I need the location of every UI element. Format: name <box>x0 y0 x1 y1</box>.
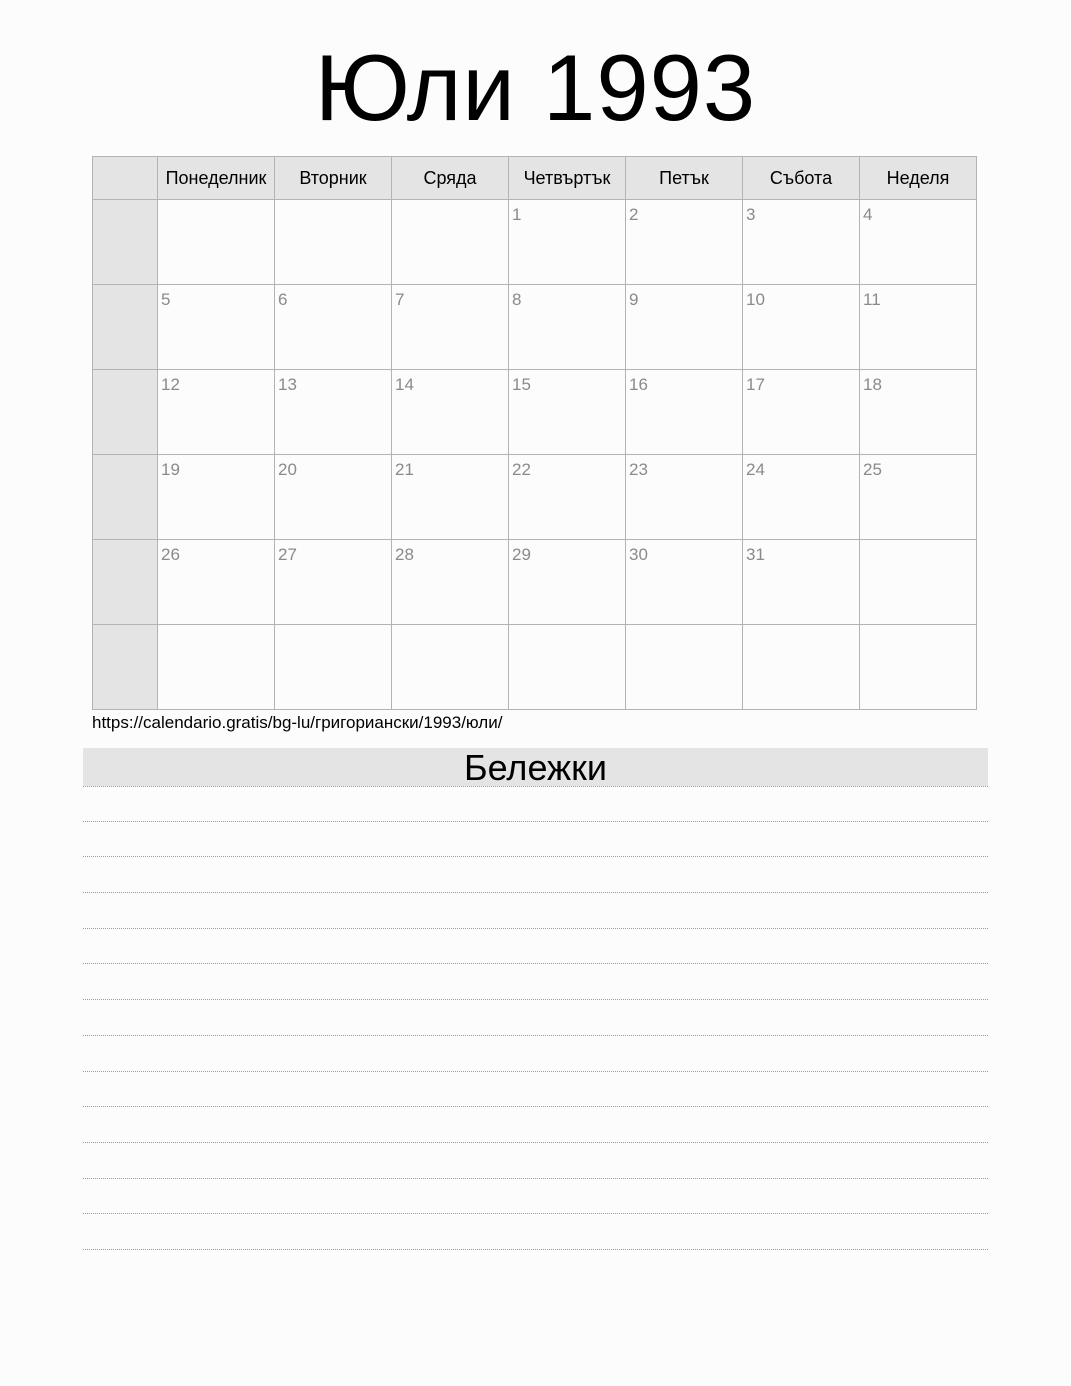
week-number-cell <box>93 285 158 370</box>
week-number-cell <box>93 455 158 540</box>
note-line <box>83 964 988 1000</box>
day-cell <box>626 540 743 625</box>
note-line <box>83 1107 988 1143</box>
day-number: 2 <box>629 205 639 224</box>
day-number <box>392 200 508 205</box>
calendar-weeks <box>93 200 977 710</box>
day-cell <box>509 540 626 625</box>
day-cell <box>626 370 743 455</box>
day-cell <box>275 625 392 710</box>
day-cell <box>392 285 509 370</box>
day-cell <box>509 625 626 710</box>
day-cell <box>860 370 977 455</box>
note-line <box>83 1072 988 1108</box>
day-cell <box>275 200 392 285</box>
day-cell <box>626 285 743 370</box>
weekday-header: Неделя <box>860 157 977 200</box>
weekday-header: Понеделник <box>158 157 275 200</box>
day-number: 26 <box>161 545 180 564</box>
day-cell <box>158 285 275 370</box>
day-cell <box>860 200 977 285</box>
day-number: 30 <box>629 545 648 564</box>
day-number: 11 <box>863 290 881 309</box>
day-number: 5 <box>161 290 171 309</box>
day-cell <box>158 200 275 285</box>
note-line <box>83 1179 988 1215</box>
day-number: 9 <box>629 290 639 309</box>
day-number: 28 <box>395 545 414 564</box>
day-number: 22 <box>512 460 531 479</box>
source-url: https://calendario.gratis/bg-lu/григориански/1993/юли/ <box>92 713 503 732</box>
week-row <box>93 285 977 370</box>
day-number <box>626 625 742 630</box>
day-cell <box>626 455 743 540</box>
day-cell <box>509 370 626 455</box>
day-number: 7 <box>395 290 405 309</box>
month-calendar-grid <box>92 156 977 710</box>
day-number <box>158 200 274 205</box>
page-title: Юли 1993 <box>314 35 757 140</box>
day-number <box>509 625 625 630</box>
day-number: 1 <box>512 205 522 224</box>
day-cell <box>509 200 626 285</box>
day-number: 8 <box>512 290 522 309</box>
day-cell <box>509 455 626 540</box>
weekday-header: Събота <box>743 157 860 200</box>
week-row <box>93 625 977 710</box>
day-cell <box>860 455 977 540</box>
day-cell <box>392 200 509 285</box>
day-cell <box>509 285 626 370</box>
day-cell <box>392 370 509 455</box>
day-number: 23 <box>629 460 648 479</box>
day-number: 27 <box>278 545 297 564</box>
note-line <box>83 857 988 893</box>
day-number: 15 <box>512 375 531 394</box>
day-number: 29 <box>512 545 531 564</box>
day-cell <box>158 625 275 710</box>
day-number: 25 <box>863 460 882 479</box>
weekday-header: Вторник <box>275 157 392 200</box>
notes-title: Бележки <box>83 748 988 786</box>
week-number-cell <box>93 540 158 625</box>
day-number <box>743 625 859 630</box>
day-cell <box>743 370 860 455</box>
note-line <box>83 1000 988 1036</box>
day-number: 17 <box>746 375 765 394</box>
week-number-header <box>93 157 158 200</box>
day-number <box>275 625 391 630</box>
day-cell <box>275 370 392 455</box>
day-cell <box>743 455 860 540</box>
day-cell <box>158 455 275 540</box>
day-number: 16 <box>629 375 648 394</box>
week-number-cell <box>93 200 158 285</box>
day-number: 31 <box>746 545 765 564</box>
day-number <box>860 625 976 630</box>
week-row <box>93 200 977 285</box>
note-line <box>83 1036 988 1072</box>
day-cell <box>275 540 392 625</box>
day-cell <box>743 625 860 710</box>
note-line <box>83 1214 988 1250</box>
day-number: 20 <box>278 460 297 479</box>
weekday-header-row <box>93 157 977 200</box>
day-number: 10 <box>746 290 765 309</box>
note-line <box>83 929 988 965</box>
day-number: 24 <box>746 460 765 479</box>
day-cell <box>860 625 977 710</box>
day-cell <box>743 285 860 370</box>
note-line <box>83 786 988 822</box>
day-number: 19 <box>161 460 180 479</box>
day-number <box>158 625 274 630</box>
day-cell <box>392 625 509 710</box>
week-row <box>93 455 977 540</box>
day-number: 13 <box>278 375 297 394</box>
day-cell <box>158 370 275 455</box>
week-number-cell <box>93 370 158 455</box>
day-number: 3 <box>746 205 756 224</box>
day-cell <box>275 455 392 540</box>
note-line <box>83 1143 988 1179</box>
weekday-header: Петък <box>626 157 743 200</box>
day-cell <box>860 285 977 370</box>
day-number <box>275 200 391 205</box>
day-number: 6 <box>278 290 288 309</box>
day-cell <box>158 540 275 625</box>
day-cell <box>626 625 743 710</box>
week-row <box>93 370 977 455</box>
week-number-cell <box>93 625 158 710</box>
day-cell <box>392 455 509 540</box>
notes-lines <box>83 786 988 1250</box>
week-row <box>93 540 977 625</box>
weekday-header: Сряда <box>392 157 509 200</box>
weekday-header: Четвъртък <box>509 157 626 200</box>
day-cell <box>743 200 860 285</box>
note-line <box>83 893 988 929</box>
day-cell <box>626 200 743 285</box>
day-cell <box>860 540 977 625</box>
day-cell <box>275 285 392 370</box>
day-number: 4 <box>863 205 873 224</box>
day-number: 12 <box>161 375 180 394</box>
day-number <box>392 625 508 630</box>
day-number: 14 <box>395 375 414 394</box>
day-number: 21 <box>395 460 414 479</box>
day-cell <box>392 540 509 625</box>
day-number: 18 <box>863 375 882 394</box>
day-number <box>860 540 976 545</box>
note-line <box>83 822 988 858</box>
day-cell <box>743 540 860 625</box>
